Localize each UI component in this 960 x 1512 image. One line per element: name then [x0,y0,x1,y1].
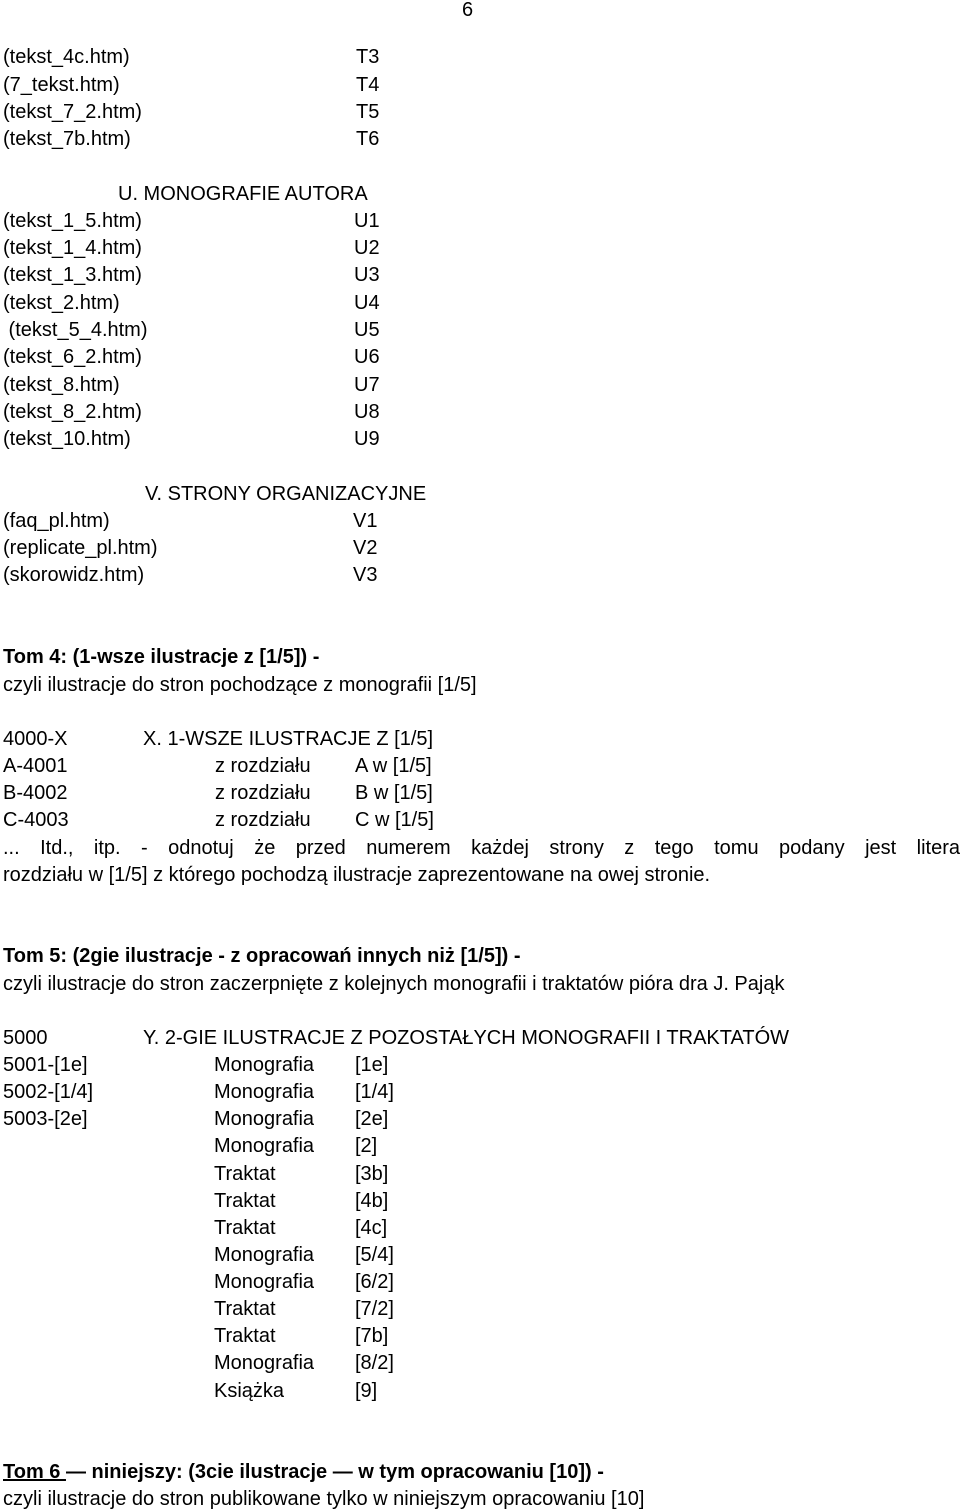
table-row [3,1379,960,1403]
row-ref: [1/4] [355,1081,394,1103]
row-type: Traktat [214,1163,276,1185]
table-row [3,1270,960,1294]
item-code: V1 [353,510,378,532]
table-row [3,1162,960,1186]
row-ref: [1e] [355,1054,389,1076]
row-code: 5003-[2e] [3,1108,88,1130]
file-name: (7_tekst.htm) [3,74,120,96]
row-ref: [6/2] [355,1271,394,1293]
item-code: U2 [354,237,380,259]
row-ref: [5/4] [355,1244,394,1266]
row-code: 5002-[1/4] [3,1081,94,1103]
item-code: T6 [356,128,380,150]
row-code: A-4001 [3,755,68,777]
row-ref: A w [1/5] [355,755,432,777]
file-name: (tekst_7b.htm) [3,128,131,150]
item-code: U1 [354,210,380,232]
item-code: U9 [354,428,380,450]
tom4-note-line2: rozdziału w [1/5] z którego pochodzą ilustracje zaprezentowane na owej stronie. [3,864,711,886]
tom4-note-line1: ... Itd., itp. - odnotuj że przed numerem każdej strony z tego tomu podany jest litera [3,837,960,859]
row-ref: [3b] [355,1163,389,1185]
row-ref: [9] [355,1380,378,1402]
list-item [3,345,960,369]
file-name: (faq_pl.htm) [3,510,110,532]
tom6-title [3,1460,604,1484]
table-row [3,1053,960,1077]
row-type: Monografia [214,1054,315,1076]
list-item [3,291,960,315]
list-item [3,509,960,533]
tom6-title-lead: Tom 6 [3,1461,66,1483]
row-ref: [7b] [355,1325,389,1347]
list-item [3,427,960,451]
row-type: Monografia [214,1081,315,1103]
list-item [3,100,960,124]
row-ref: B w [1/5] [355,782,433,804]
item-code: U5 [354,319,380,341]
section-heading-v: V. STRONY ORGANIZACYJNE [145,483,427,505]
file-name: (tekst_10.htm) [3,428,131,450]
list-item [3,209,960,233]
row-code: B-4002 [3,782,68,804]
table-row [3,1324,960,1348]
row-desc: z rozdziału [215,809,311,831]
tom4-header-code: 4000-X [3,728,68,750]
item-code: U8 [354,401,380,423]
table-row [3,781,960,805]
list-item [3,127,960,151]
file-name: (tekst_1_3.htm) [3,264,142,286]
tom5-title: Tom 5: (2gie ilustracje - z opracowań innych niż [1/5]) - [3,945,521,967]
tom4-header-label: X. 1-WSZE ILUSTRACJE Z [1/5] [143,728,434,750]
table-row [3,754,960,778]
table-row [3,1080,960,1104]
file-name: (tekst_8_2.htm) [3,401,142,423]
item-code: V3 [353,564,378,586]
list-item [3,73,960,97]
row-type: Traktat [214,1190,276,1212]
list-item [3,236,960,260]
file-name: (skorowidz.htm) [3,564,145,586]
row-type: Monografia [214,1135,315,1157]
table-row [3,1216,960,1240]
item-code: U4 [354,292,380,314]
row-code: 5001-[1e] [3,1054,88,1076]
list-item [3,45,960,69]
tom5-subtitle: czyli ilustracje do stron zaczerpnięte z kolejnych monografii i traktatów pióra dra J. Pająk [3,973,785,995]
file-name: (tekst_7_2.htm) [3,101,142,123]
tom6-title-rest: — niniejszy: (3cie ilustracje — w tym opracowaniu [10]) - [65,1461,604,1483]
list-item [3,373,960,397]
file-name: (tekst_8.htm) [3,374,120,396]
section-heading-u: U. MONOGRAFIE AUTORA [118,183,368,205]
row-ref: [8/2] [355,1352,394,1374]
row-code: C-4003 [3,809,69,831]
tom5-header-row [3,1026,960,1050]
list-item [3,263,960,287]
list-item [3,563,960,587]
file-name: (tekst_1_5.htm) [3,210,142,232]
row-type: Monografia [214,1352,315,1374]
row-ref: [7/2] [355,1298,394,1320]
item-code: U7 [354,374,380,396]
item-code: U3 [354,264,380,286]
table-row [3,808,960,832]
row-type: Traktat [214,1325,276,1347]
row-ref: [4c] [355,1217,388,1239]
row-ref: [4b] [355,1190,389,1212]
tom5-header-code: 5000 [3,1027,48,1049]
row-type: Traktat [214,1298,276,1320]
file-name: (tekst_4c.htm) [3,46,130,68]
list-item [3,318,960,342]
table-row [3,1189,960,1213]
row-type: Monografia [214,1244,315,1266]
file-name: (tekst_5_4.htm) [3,319,148,341]
item-code: T4 [356,74,380,96]
item-code: U6 [354,346,380,368]
table-row [3,1243,960,1267]
tom4-subtitle: czyli ilustracje do stron pochodzące z monografii [1/5] [3,674,477,696]
row-desc: z rozdziału [215,755,311,777]
item-code: T3 [356,46,380,68]
file-name: (tekst_6_2.htm) [3,346,142,368]
page-number: 6 [462,0,474,21]
list-item [3,536,960,560]
row-ref: [2e] [355,1108,389,1130]
row-type: Monografia [214,1108,315,1130]
row-ref: [2] [355,1135,378,1157]
file-name: (replicate_pl.htm) [3,537,158,559]
file-name: (tekst_2.htm) [3,292,120,314]
table-row [3,1297,960,1321]
table-row [3,1351,960,1375]
row-type: Książka [214,1380,285,1402]
tom5-header-label: Y. 2-GIE ILUSTRACJE Z POZOSTAŁYCH MONOGRAFII I TRAKTATÓW [143,1027,790,1049]
item-code: V2 [353,537,378,559]
tom4-header-row [3,727,960,751]
row-type: Traktat [214,1217,276,1239]
row-desc: z rozdziału [215,782,311,804]
list-item [3,400,960,424]
tom4-title: Tom 4: (1-wsze ilustracje z [1/5]) - [3,646,320,668]
item-code: T5 [356,101,380,123]
file-name: (tekst_1_4.htm) [3,237,142,259]
table-row [3,1134,960,1158]
row-ref: C w [1/5] [355,809,434,831]
tom6-subtitle: czyli ilustracje do stron publikowane tylko w niniejszym opracowaniu [10] [3,1488,645,1510]
table-row [3,1107,960,1131]
row-type: Monografia [214,1271,315,1293]
